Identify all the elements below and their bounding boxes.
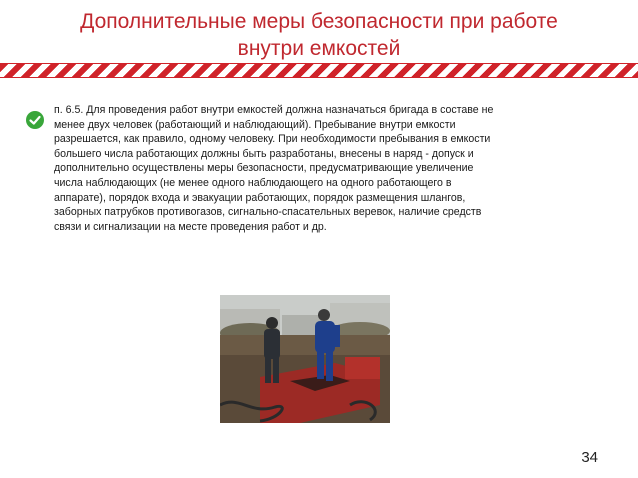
body-line: аппарате), порядок входа и эвакуации работающих, порядок размещения шлангов, — [54, 191, 466, 204]
body-line: числа наблюдающих (не менее одного наблюдающего на одного работающего в — [54, 176, 452, 189]
workers-tank-photo — [220, 295, 390, 423]
hazard-stripe-divider — [0, 64, 638, 77]
body-line: большего числа работающих должны быть разработаны, внесены в наряд - допуск и — [54, 147, 474, 160]
slide-title-line-1: Дополнительные меры безопасности при работе — [80, 10, 558, 33]
body-line: менее двух человек (работающий и наблюдающий). Пребывание внутри емкости — [54, 118, 456, 131]
body-paragraph — [54, 103, 584, 234]
page-number: 34 — [581, 449, 598, 466]
body-line: заборных патрубков противогазов, сигнально-спасательных веревок, наличие средств — [54, 206, 482, 219]
divider-line-bottom — [0, 77, 638, 78]
checkmark-icon — [26, 111, 44, 129]
body-line: связи и сигнализации на месте проведения работ и др. — [54, 220, 327, 233]
body-line: дополнительно осуществлены меры безопасности, предусматривающие увеличение — [54, 162, 474, 175]
slide-title — [20, 8, 618, 62]
slide-title-line-2: внутри емкостей — [237, 37, 401, 60]
body-line: п. 6.5. Для проведения работ внутри емкостей должна назначаться бригада в составе не — [54, 104, 494, 116]
body-line: разрешается, как правило, одному человеку. При необходимости пребывания в емкости — [54, 133, 491, 146]
